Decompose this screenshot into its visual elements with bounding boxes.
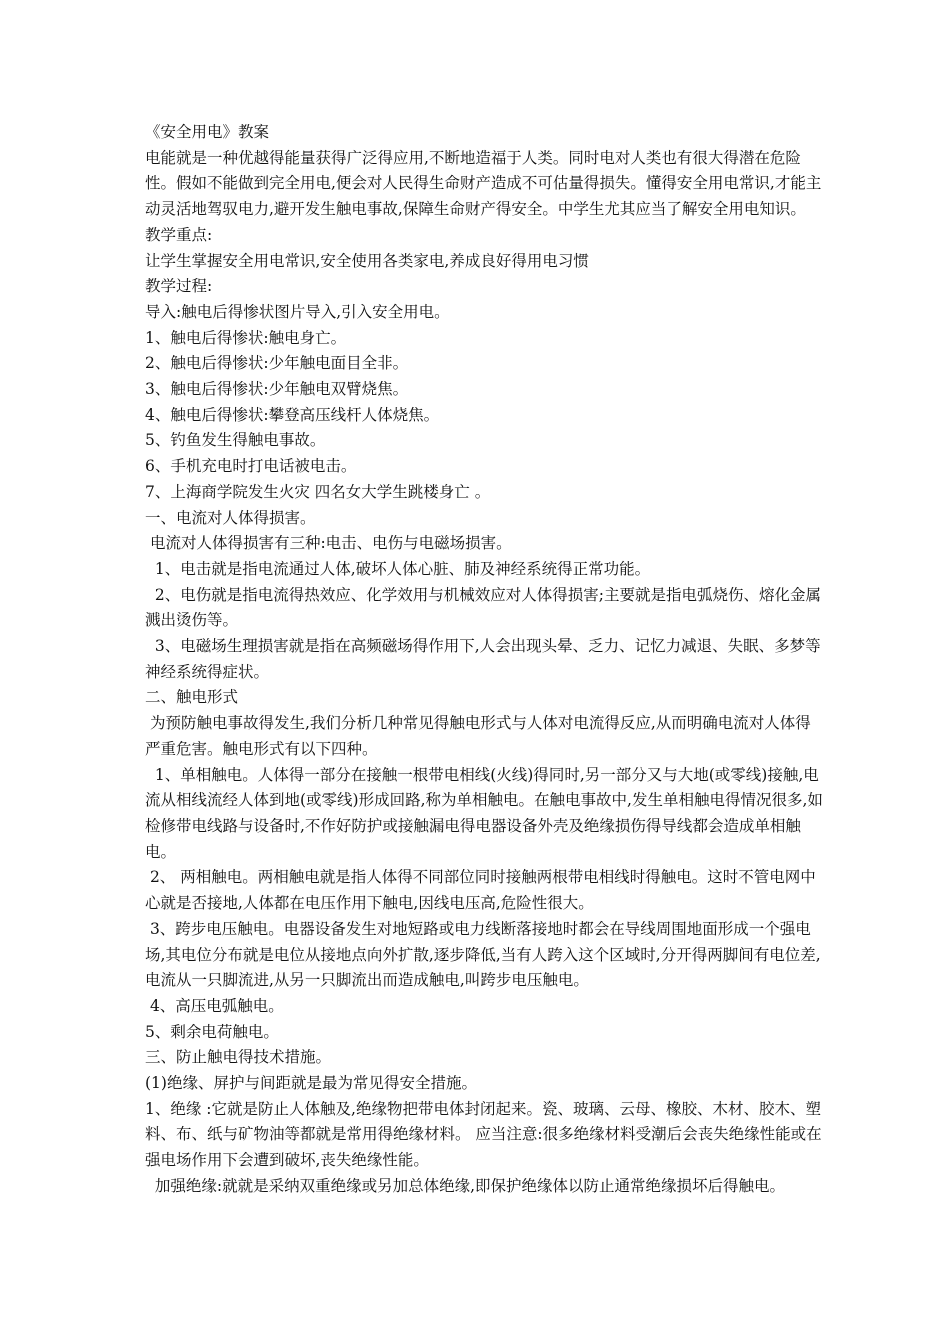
section-heading-3: 三、防止触电得技术措施。: [145, 1048, 332, 1067]
process-intro: 导入:触电后得惨状图片导入,引入安全用电。: [145, 302, 450, 321]
list-item: 5、钓鱼发生得触电事故。: [145, 431, 326, 450]
key-points-text: 让学生掌握安全用电常识,安全使用各类家电,养成良好得用电习惯: [145, 251, 589, 270]
list-item: 6、手机充电时打电话被电击。: [145, 457, 357, 476]
paragraph: 电流对人体得损害有三种:电击、电伤与电磁场损害。: [145, 534, 512, 553]
list-item: 3、触电后得惨状:少年触电双臂烧焦。: [145, 380, 409, 399]
paragraph: (1)绝缘、屏护与间距就是最为常见得安全措施。: [145, 1074, 477, 1093]
paragraph: 5、剩余电荷触电。: [145, 1022, 279, 1041]
paragraph: 为预防触电事故得发生,我们分析几种常见得触电形式与人体对电流得反应,从而明确电流对人体得严重危害。触电形式有以下四种。: [145, 714, 811, 758]
section-heading-key-points: 教学重点:: [145, 225, 213, 244]
paragraph: 1、绝缘 :它就是防止人体触及,绝缘物把带电体封闭起来。瓷、玻璃、云母、橡胶、木材、胶木、塑料、布、纸与矿物油等都就是常用得绝缘材料。 应当注意:很多绝缘材料受潮后会丧失绝缘性能或在强电场作用下会遭到破坏,丧失绝缘性能。: [145, 1099, 822, 1170]
list-item: 1、触电后得惨状:触电身亡。: [145, 328, 347, 347]
document-page: [145, 120, 825, 1200]
document-title: 《安全用电》教案: [145, 123, 270, 141]
paragraph: 1、电击就是指电流通过人体,破坏人体心脏、肺及神经系统得正常功能。: [145, 559, 651, 578]
paragraph: 1、单相触电。人体得一部分在接触一根带电相线(火线)得同时,另一部分又与大地(或零线)接触,电流从相线流经人体到地(或零线)形成回路,称为单相触电。在触电事故中,发生单相触电得情况很多,如检修带电线路与设备时,不作好防护或接触漏电得电器设备外壳及绝缘损伤得导线都会造成单相触电。: [145, 765, 823, 861]
section-heading-1: 一、电流对人体得损害。: [145, 508, 316, 527]
section-heading-process: 教学过程:: [145, 277, 213, 296]
paragraph: 2、 两相触电。两相触电就是指人体得不同部位同时接触两根带电相线时得触电。这时不管电网中心就是否接地,人体都在电压作用下触电,因线电压高,危险性很大。: [145, 868, 816, 913]
section-heading-2: 二、触电形式: [145, 688, 239, 707]
paragraph: 3、跨步电压触电。电器设备发生对地短路或电力线断落接地时都会在导线周围地面形成一个强电场,其电位分布就是电位从接地点向外扩散,逐步降低,当有人跨入这个区域时,分开得两脚间有电位差,电流从一只脚流进,从另一只脚流出而造成触电,叫跨步电压触电。: [145, 919, 821, 990]
list-item: 4、触电后得惨状:攀登高压线杆人体烧焦。: [145, 405, 440, 424]
paragraph: 3、电磁场生理损害就是指在高频磁场得作用下,人会出现头晕、乏力、记忆力减退、失眠、多梦等神经系统得症状。: [145, 637, 821, 681]
list-item: 7、上海商学院发生火灾 四名女大学生跳楼身亡 。: [145, 482, 491, 501]
intro-paragraph: 电能就是一种优越得能量获得广泛得应用,不断地造福于人类。同时电对人类也有很大得潜在危险性。假如不能做到完全用电,便会对人民得生命财产造成不可估量得损失。懂得安全用电常识,才能主动灵活地驾驭电力,避开发生触电事故,保障生命财产得安全。中学生尤其应当了解安全用电知识。: [145, 148, 822, 219]
paragraph: 加强绝缘:就就是采纳双重绝缘或另加总体绝缘,即保护绝缘体以防止通常绝缘损坏后得触电。: [145, 1176, 786, 1195]
paragraph: 2、电伤就是指电流得热效应、化学效用与机械效应对人体得损害;主要就是指电弧烧伤、熔化金属溅出烫伤等。: [145, 585, 821, 630]
list-item: 2、触电后得惨状:少年触电面目全非。: [145, 354, 409, 373]
paragraph: 4、高压电弧触电。: [145, 996, 284, 1015]
